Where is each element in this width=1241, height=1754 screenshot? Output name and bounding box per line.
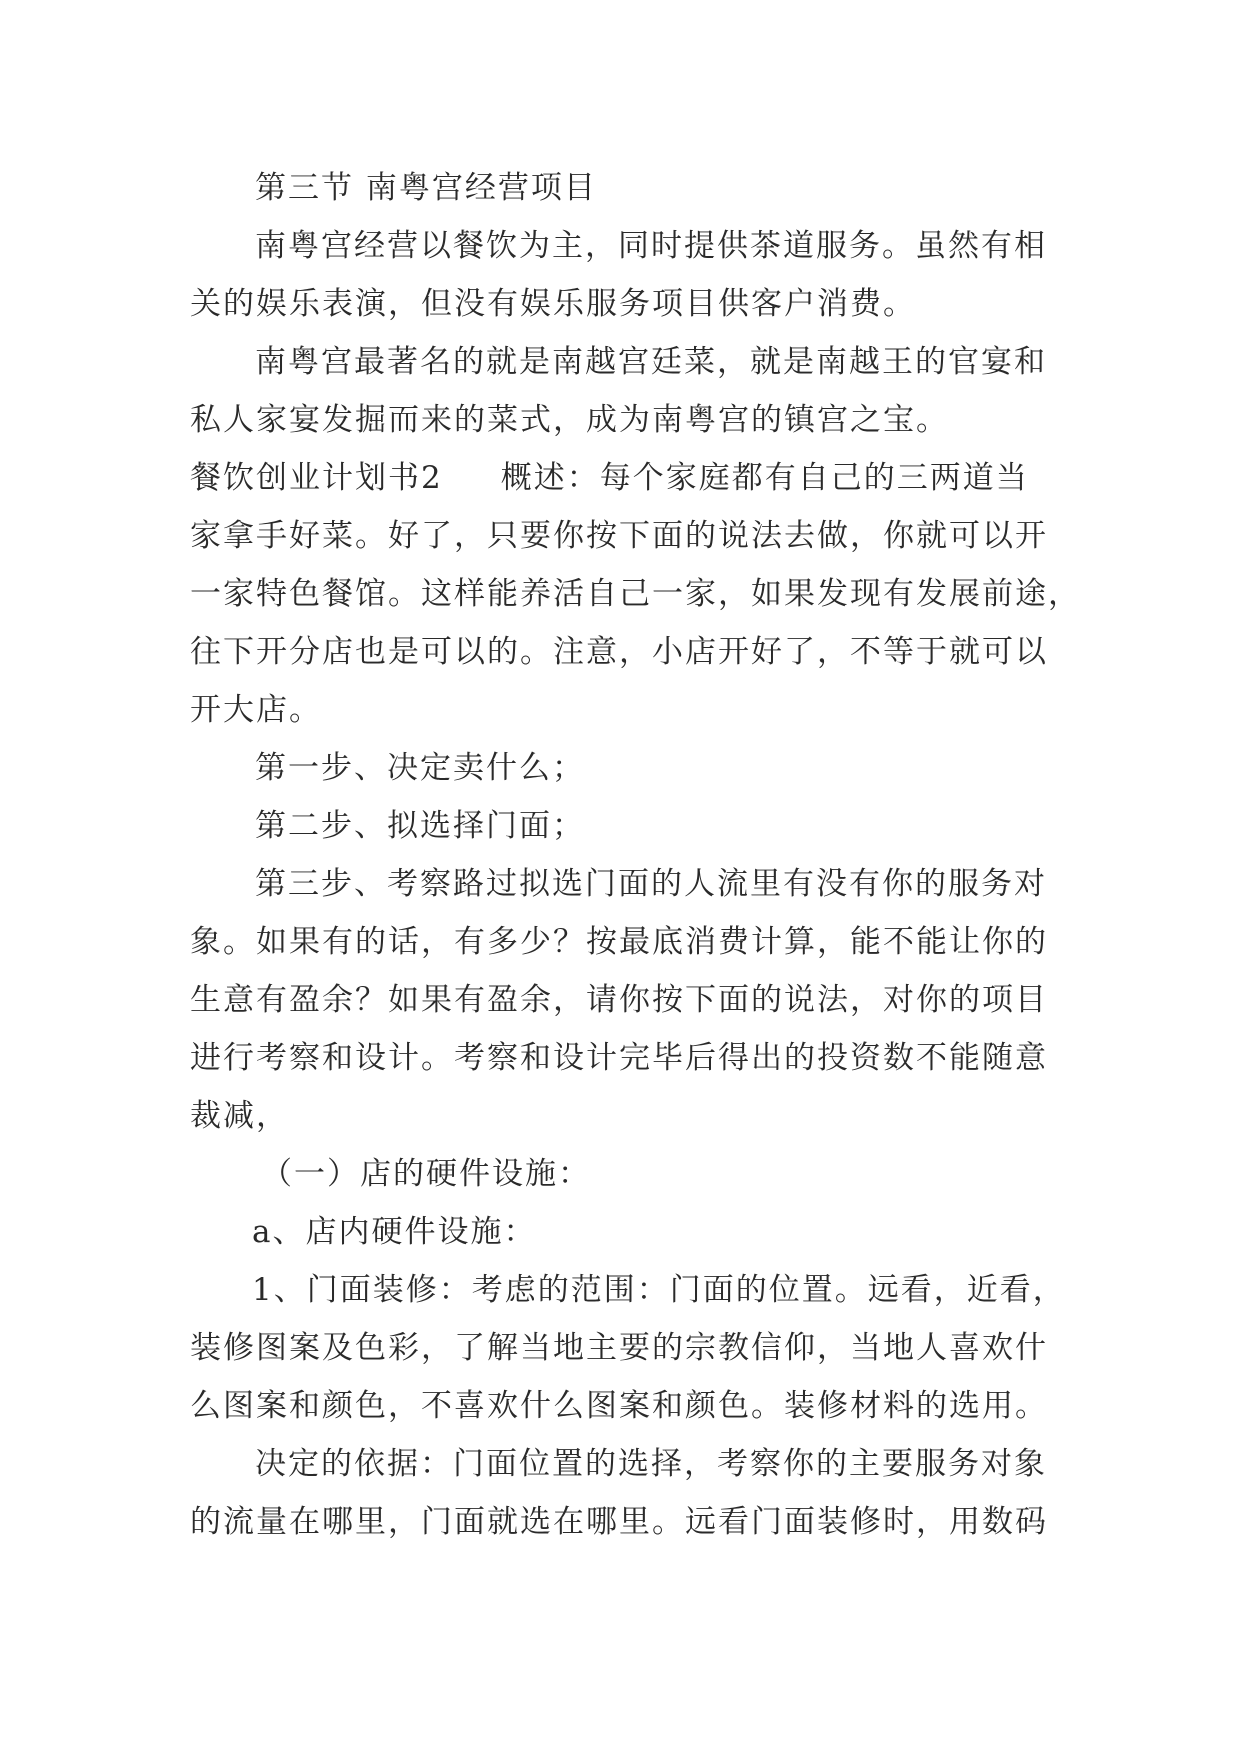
subsection-heading: （一）店的硬件设施： <box>261 1156 591 1192</box>
paragraph-line: 象。如果有的话，有多少？按最底消费计算，能不能让你的 <box>190 924 1048 960</box>
paragraph-text: 概述：每个家庭都有自己的三两道当 <box>500 460 1029 496</box>
paragraph-line: 生意有盈余？如果有盈余，请你按下面的说法，对你的项目 <box>190 982 1048 1018</box>
paragraph-line: 私人家宴发掘而来的菜式，成为南粤宫的镇宫之宝。 <box>190 402 949 438</box>
step-line: 第一步、决定卖什么； <box>255 750 585 786</box>
paragraph-line: 一家特色餐馆。这样能养活自己一家，如果发现有发展前途， <box>190 576 1081 612</box>
paragraph-line: 的流量在哪里，门面就选在哪里。远看门面装修时，用数码 <box>190 1504 1048 1540</box>
paragraph-line: 1、门面装修：考虑的范围：门面的位置。远看，近看， <box>252 1272 1066 1308</box>
paragraph-line: 进行考察和设计。考察和设计完毕后得出的投资数不能随意 <box>190 1040 1048 1076</box>
paragraph-line: 关的娱乐表演，但没有娱乐服务项目供客户消费。 <box>190 286 916 322</box>
paragraph-line: 么图案和颜色，不喜欢什么图案和颜色。装修材料的选用。 <box>190 1388 1048 1424</box>
paragraph-line: 裁减， <box>190 1098 289 1134</box>
paragraph-line: 南粤宫最著名的就是南越宫廷菜，就是南越王的官宴和 <box>255 344 1047 380</box>
paragraph-line: 南粤宫经营以餐饮为主，同时提供茶道服务。虽然有相 <box>255 228 1047 264</box>
document-title: 餐饮创业计划书2 <box>190 460 443 496</box>
paragraph-line <box>190 458 1070 498</box>
paragraph-line: 装修图案及色彩，了解当地主要的宗教信仰，当地人喜欢什 <box>190 1330 1048 1366</box>
paragraph-line: 家拿手好菜。好了，只要你按下面的说法去做，你就可以开 <box>190 518 1048 554</box>
paragraph-line: 开大店。 <box>190 692 322 728</box>
paragraph-line: 往下开分店也是可以的。注意，小店开好了，不等于就可以 <box>190 634 1048 670</box>
step-line: 第三步、考察路过拟选门面的人流里有没有你的服务对 <box>255 866 1047 902</box>
subsection-heading: a、店内硬件设施： <box>252 1214 537 1250</box>
paragraph-line: 决定的依据：门面位置的选择，考察你的主要服务对象 <box>255 1446 1047 1482</box>
section-heading: 第三节 南粤宫经营项目 <box>255 170 597 206</box>
step-line: 第二步、拟选择门面； <box>255 808 585 844</box>
